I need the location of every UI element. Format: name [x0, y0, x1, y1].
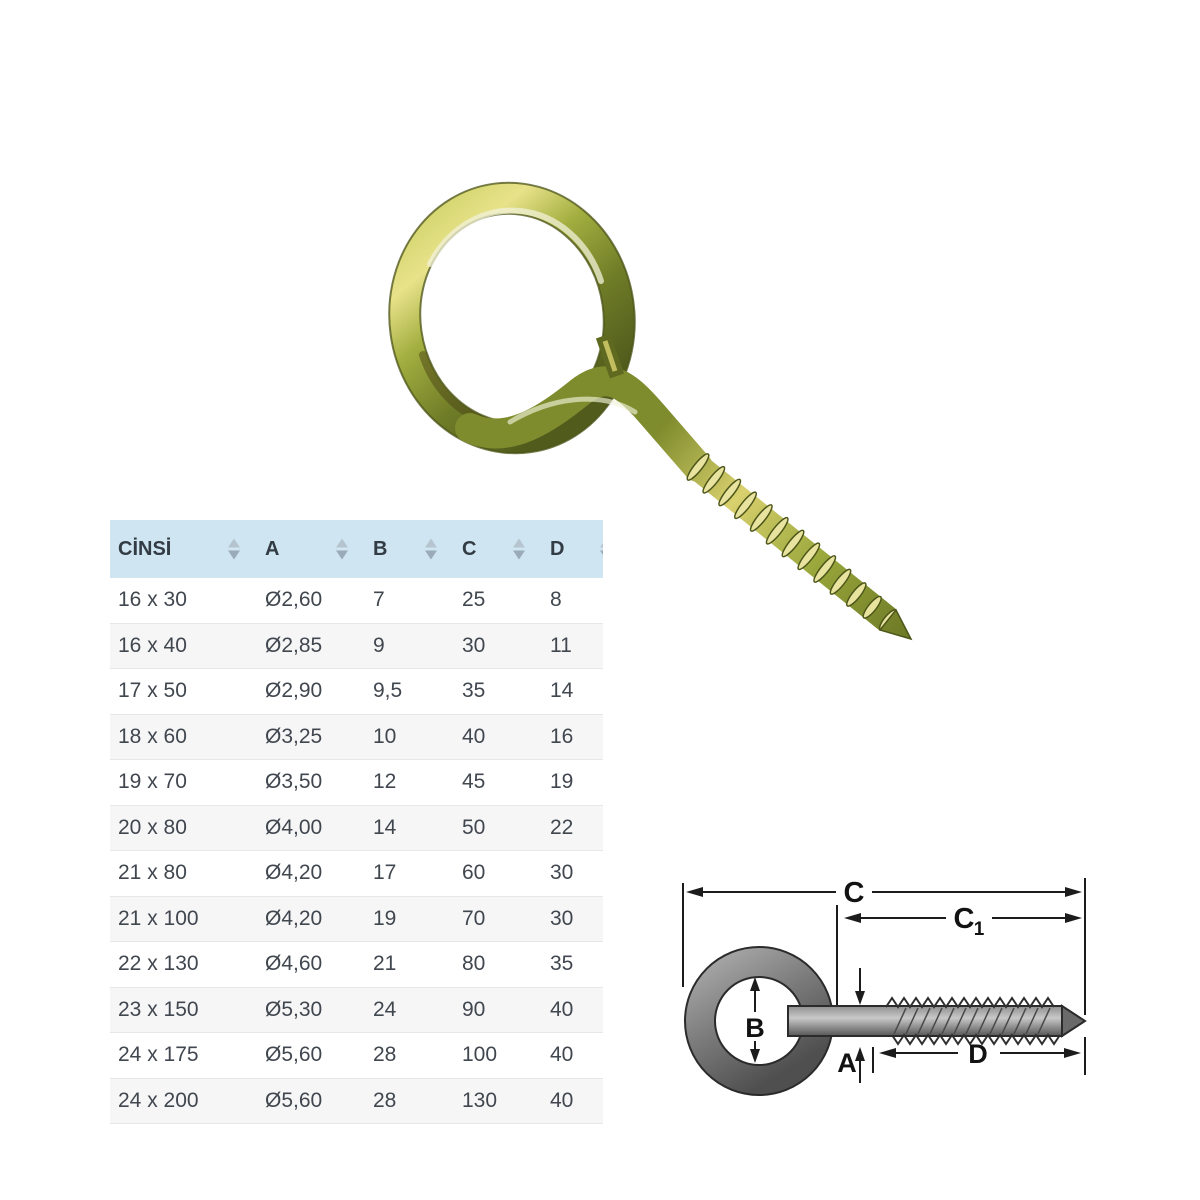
- table-cell: 30: [462, 633, 486, 657]
- table-cell: 17 x 50: [118, 679, 187, 703]
- table-row: [110, 760, 603, 806]
- table-cell: 40: [550, 1043, 574, 1067]
- table-cell: 70: [462, 906, 486, 930]
- dimension-c: [686, 877, 1082, 909]
- table-row: [110, 897, 603, 943]
- table-cell: 28: [373, 1088, 397, 1112]
- sort-icon[interactable]: [513, 539, 525, 560]
- dimension-diagram: [670, 865, 1100, 1110]
- table-cell: 8: [550, 588, 562, 612]
- table-cell: 16 x 30: [118, 588, 187, 612]
- table-cell: 90: [462, 997, 486, 1021]
- table-cell: 12: [373, 770, 397, 794]
- table-row: [110, 578, 603, 624]
- table-cell: 100: [462, 1043, 498, 1067]
- table-row: [110, 851, 603, 897]
- spec-table: [110, 520, 603, 1124]
- table-cell: 40: [550, 1088, 574, 1112]
- column-label: C: [462, 537, 477, 560]
- table-cell: 24 x 175: [118, 1043, 199, 1067]
- table-cell: Ø5,30: [265, 997, 323, 1021]
- table-cell: 40: [550, 997, 574, 1021]
- table-cell: Ø4,20: [265, 861, 323, 885]
- table-cell: 21 x 80: [118, 861, 187, 885]
- table-cell: 30: [550, 861, 574, 885]
- sort-icon[interactable]: [336, 539, 348, 560]
- column-header-c[interactable]: [454, 520, 542, 578]
- table-cell: 14: [373, 815, 397, 839]
- sort-icon[interactable]: [600, 539, 603, 560]
- table-cell: 20 x 80: [118, 815, 187, 839]
- table-cell: 30: [550, 906, 574, 930]
- column-header-b[interactable]: [365, 520, 454, 578]
- table-cell: 22 x 130: [118, 952, 199, 976]
- table-cell: 35: [550, 952, 574, 976]
- table-cell: 11: [550, 633, 572, 657]
- table-cell: 9: [373, 633, 385, 657]
- table-cell: 28: [373, 1043, 397, 1067]
- table-cell: 50: [462, 815, 486, 839]
- dim-label-a: A: [837, 1048, 857, 1078]
- dim-label-c: C: [843, 877, 865, 909]
- column-label: A: [265, 537, 280, 560]
- table-body: [110, 578, 603, 1124]
- table-cell: Ø2,60: [265, 588, 323, 612]
- table-cell: 80: [462, 952, 486, 976]
- table-cell: Ø4,60: [265, 952, 323, 976]
- table-row: [110, 624, 603, 670]
- table-cell: 19: [550, 770, 574, 794]
- table-cell: 60: [462, 861, 486, 885]
- table-header-row: [110, 520, 603, 578]
- table-cell: 21 x 100: [118, 906, 199, 930]
- table-row: [110, 988, 603, 1034]
- table-cell: 9,5: [373, 679, 403, 703]
- table-row: [110, 806, 603, 852]
- table-cell: 24 x 200: [118, 1088, 199, 1112]
- table-cell: Ø2,90: [265, 679, 323, 703]
- table-cell: Ø4,00: [265, 815, 323, 839]
- dim-label-d: D: [968, 1039, 988, 1069]
- column-header-cinsi[interactable]: [110, 520, 257, 578]
- table-cell: 19: [373, 906, 397, 930]
- sort-icon[interactable]: [228, 539, 240, 560]
- thread-teeth-top: [886, 998, 1054, 1007]
- table-cell: Ø3,25: [265, 724, 323, 748]
- table-cell: 24: [373, 997, 397, 1021]
- table-row: [110, 1033, 603, 1079]
- table-cell: 18 x 60: [118, 724, 187, 748]
- table-cell: 16: [550, 724, 574, 748]
- table-cell: Ø5,60: [265, 1088, 323, 1112]
- table-row: [110, 669, 603, 715]
- dimension-c1: [844, 903, 1082, 940]
- table-row: [110, 715, 603, 761]
- dim-label-b: B: [745, 1013, 765, 1043]
- column-label: B: [373, 537, 388, 560]
- table-row: [110, 942, 603, 988]
- table-cell: Ø2,85: [265, 633, 323, 657]
- table-row: [110, 1079, 603, 1125]
- table-cell: 25: [462, 588, 486, 612]
- table-cell: 19 x 70: [118, 770, 187, 794]
- table-cell: Ø3,50: [265, 770, 323, 794]
- table-cell: 40: [462, 724, 486, 748]
- table-cell: 22: [550, 815, 574, 839]
- column-header-a[interactable]: [257, 520, 365, 578]
- table-cell: 16 x 40: [118, 633, 187, 657]
- table-cell: 130: [462, 1088, 498, 1112]
- diagram-shank: [788, 998, 1085, 1044]
- table-cell: 7: [373, 588, 385, 612]
- dim-label-c1-sub: 1: [973, 919, 985, 940]
- table-cell: 35: [462, 679, 486, 703]
- table-cell: 10: [373, 724, 397, 748]
- table-cell: 17: [373, 861, 397, 885]
- table-cell: Ø4,20: [265, 906, 323, 930]
- table-cell: 14: [550, 679, 574, 703]
- sort-icon[interactable]: [425, 539, 437, 560]
- column-header-d[interactable]: [542, 520, 603, 578]
- table-cell: 45: [462, 770, 486, 794]
- table-cell: 23 x 150: [118, 997, 199, 1021]
- column-label: CİNSİ: [118, 537, 172, 560]
- table-cell: Ø5,60: [265, 1043, 323, 1067]
- column-label: D: [550, 537, 565, 560]
- dim-label-c1: C: [953, 903, 975, 935]
- table-cell: 21: [373, 952, 397, 976]
